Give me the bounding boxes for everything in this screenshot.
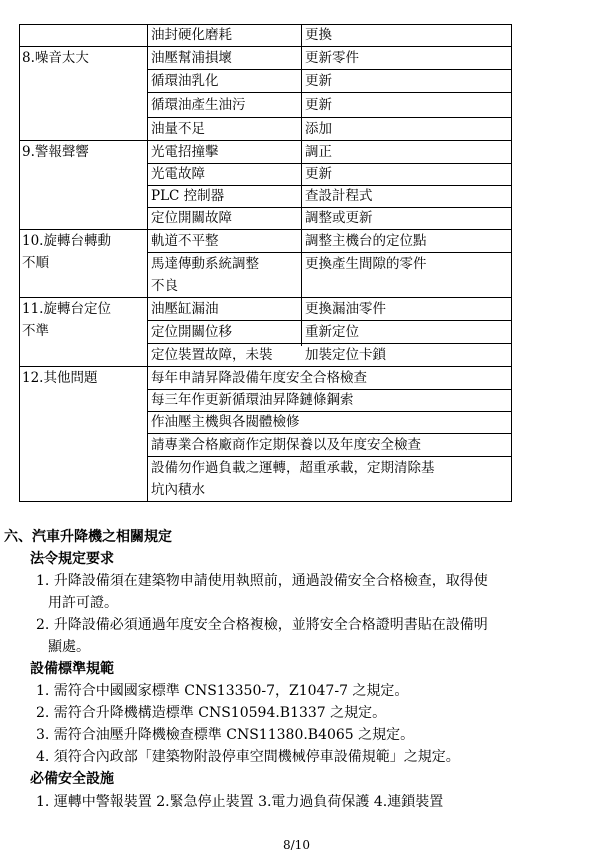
safety-heading: 必備安全設施 — [30, 771, 114, 787]
table-cell-remedy: 更換產生間隙的零件 — [305, 256, 427, 272]
page-number: 8/10 — [283, 838, 310, 852]
standard-item-4: 4. 須符合內政部「建築物附設停車空間機械停車設備規範」之規定。 — [36, 749, 460, 765]
standard-item-2: 2. 需符合升降機構造標準 CNS10594.B1337 之規定。 — [36, 705, 387, 721]
table-cell-remedy: 更換 — [305, 27, 332, 43]
table-border — [19, 24, 20, 501]
table-cell-cause: 每三年作更新循環油昇降鏈條鋼索 — [151, 392, 354, 408]
table-cell-problem: 8.噪音太大 — [22, 50, 89, 66]
table-cell-cause: 不良 — [151, 278, 178, 294]
table-cell-remedy: 更換漏油零件 — [305, 301, 386, 317]
law-item-2-cont: 顯處。 — [48, 639, 90, 655]
table-border — [147, 24, 148, 501]
table-cell-cause: 坑內積水 — [151, 482, 205, 498]
standard-item-1: 1. 需符合中國國家標準 CNS13350-7，Z1047-7 之規定。 — [36, 683, 409, 699]
table-cell-cause: 油壓幫浦損壞 — [151, 50, 232, 66]
table-cell-cause: 作油壓主機與各閥體檢修 — [151, 414, 300, 430]
section-title: 六、汽車升降機之相關規定 — [4, 529, 172, 545]
table-cell-remedy: 加裝定位卡鎖 — [305, 347, 386, 363]
table-cell-problem: 11.旋轉台定位 — [22, 301, 111, 317]
table-cell-cause: 光電故障 — [151, 166, 205, 182]
table-cell-cause: 定位裝置故障，未裝 — [151, 347, 273, 363]
table-border — [19, 24, 512, 25]
law-item-2: 2. 升降設備必須通過年度安全合格複檢，並將安全合格證明書貼在設備明 — [36, 617, 488, 633]
table-cell-cause: 油封硬化磨耗 — [151, 27, 232, 43]
standard-item-3: 3. 需符合油壓升降機檢查標準 CNS11380.B4065 之規定。 — [36, 727, 415, 743]
table-border — [511, 24, 512, 501]
table-cell-cause: 定位開關故障 — [151, 210, 232, 226]
table-cell-cause: 馬達傳動系統調整 — [151, 256, 259, 272]
safety-items: 1. 運轉中警報裝置 2.緊急停止裝置 3.電力過負荷保護 4.連鎖裝置 — [36, 794, 444, 810]
table-cell-cause: 軌道不平整 — [151, 233, 219, 249]
table-cell-remedy: 更新零件 — [305, 50, 359, 66]
table-cell-problem: 不順 — [22, 255, 49, 271]
table-cell-cause: 每年申請昇降設備年度安全合格檢查 — [151, 370, 367, 386]
table-cell-remedy: 更新 — [305, 97, 332, 113]
law-item-1-cont: 用許可證。 — [48, 595, 118, 611]
law-heading: 法令規定要求 — [30, 551, 114, 567]
table-cell-cause: 循環油產生油污 — [151, 97, 246, 113]
table-cell-remedy: 調整主機台的定位點 — [305, 233, 427, 249]
standards-heading: 設備標準規範 — [30, 661, 114, 677]
table-cell-cause: PLC 控制器 — [151, 188, 225, 204]
table-cell-cause: 請專業合格廠商作定期保養以及年度安全檢查 — [151, 437, 421, 453]
table-cell-remedy: 重新定位 — [305, 324, 359, 340]
table-cell-problem: 12.其他問題 — [22, 370, 98, 386]
table-border — [147, 92, 512, 93]
table-cell-remedy: 更新 — [305, 73, 332, 89]
table-border — [19, 140, 512, 141]
table-cell-cause: 定位開關位移 — [151, 324, 232, 340]
table-cell-problem: 不準 — [22, 323, 49, 339]
law-item-1: 1. 升降設備須在建築物申請使用執照前，通過設備安全合格檢查，取得使 — [36, 573, 488, 589]
table-cell-remedy: 調正 — [305, 144, 332, 160]
table-cell-remedy: 調整或更新 — [305, 210, 373, 226]
table-cell-cause: 設備勿作過負載之運轉，超重承載，定期清除基 — [151, 460, 435, 476]
table-cell-cause: 循環油乳化 — [151, 73, 219, 89]
table-cell-remedy: 添加 — [305, 121, 332, 137]
table-border — [19, 501, 512, 502]
table-cell-problem: 9.警報聲響 — [22, 144, 89, 160]
table-cell-cause: 光電招撞擊 — [151, 144, 219, 160]
table-cell-cause: 油壓缸漏油 — [151, 301, 219, 317]
table-cell-remedy: 更新 — [305, 166, 332, 182]
table-cell-problem: 10.旋轉台轉動 — [22, 233, 111, 249]
table-cell-cause: 油量不足 — [151, 121, 205, 137]
table-border — [19, 46, 512, 47]
table-cell-remedy: 查設計程式 — [305, 188, 373, 204]
